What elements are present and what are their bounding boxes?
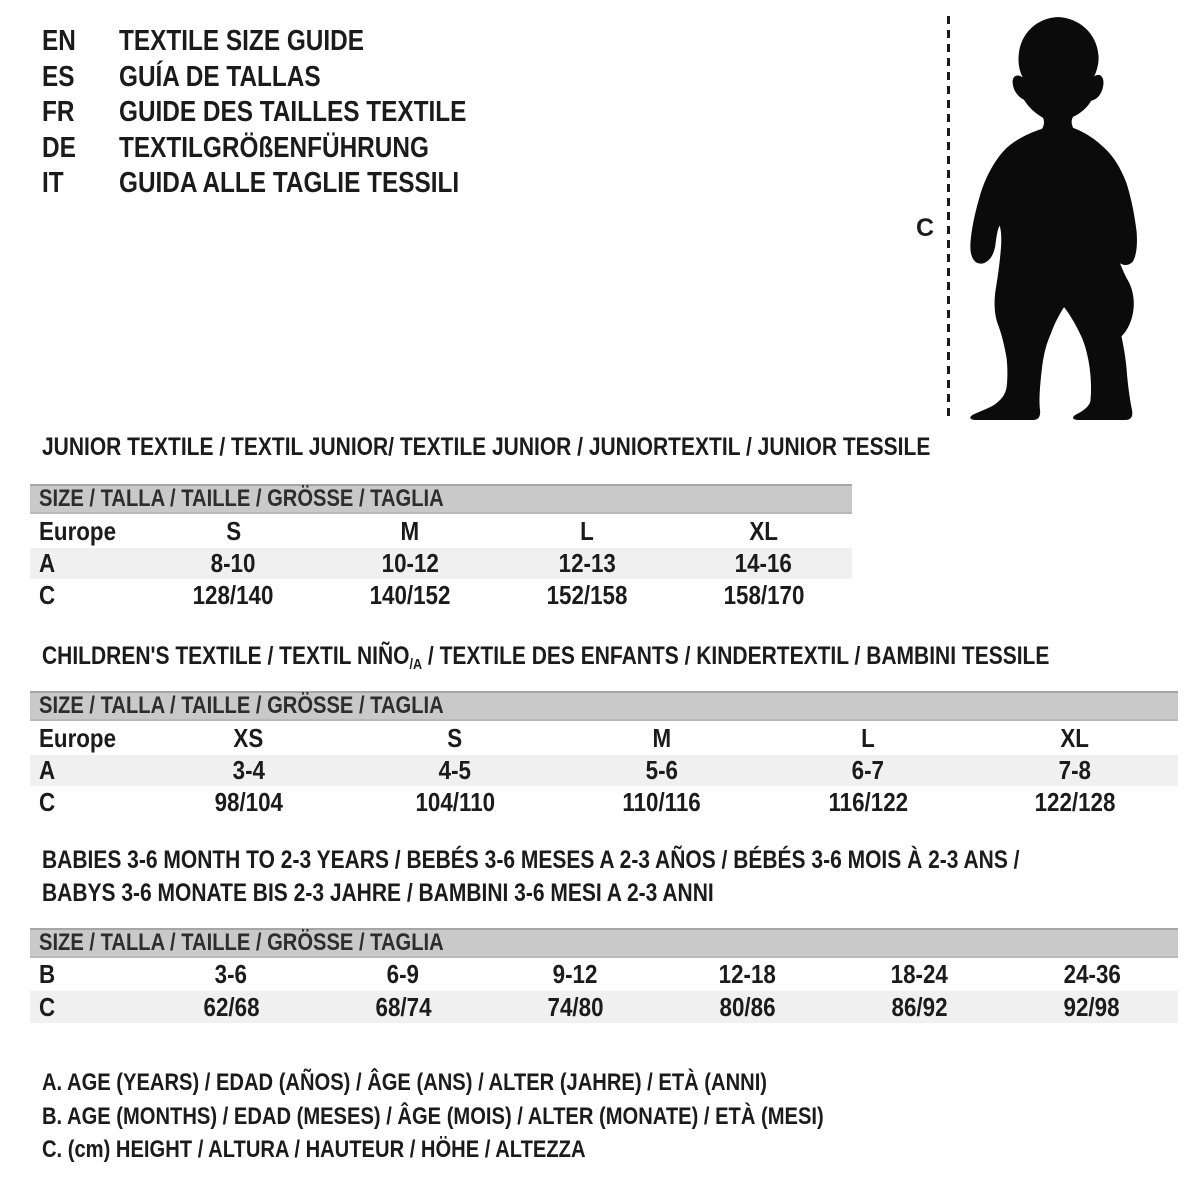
table-header-row: [30, 514, 852, 548]
value-cell: 68/74: [375, 991, 432, 1022]
language-code: DE: [42, 131, 76, 164]
value-cell: 10-12: [381, 548, 439, 578]
value-cell: 3-6: [214, 959, 248, 989]
children-section-title-text: CHILDREN'S TEXTILE / TEXTIL $NIÑO_{/A}$ / TEXTILE DES ENFANTS / KINDERTEXTIL / BAMBINI TESSILE: [42, 642, 1050, 673]
guide-title-it: GUIDA ALLE TAGLIE TESSILI: [119, 167, 460, 200]
height-measure-label: C: [916, 214, 935, 242]
value-cell: 158/170: [723, 579, 805, 610]
babies-size-table: [30, 928, 1178, 1023]
value-cell: 12-18: [718, 959, 777, 989]
toddler-silhouette-icon: [962, 14, 1144, 422]
value-cell: 128/140: [192, 579, 274, 610]
value-cell: 122/128: [1034, 786, 1116, 817]
language-code: FR: [42, 96, 75, 129]
babies-title-line1: BABIES 3-6 MONTH TO 2-3 YEARS / BEBÉS 3-6 MESES A 2-3 AÑOS / BÉBÉS 3-6 MOIS À 2-3 ANS /: [42, 846, 1020, 874]
value-cell: 86/92: [891, 991, 948, 1022]
children-section-title: [42, 640, 1200, 681]
value-cell: 152/158: [546, 579, 628, 610]
babies-section-title: [42, 844, 1200, 910]
size-header-label: SIZE / TALLA / TAILLE / GRÖSSE / TAGLIA: [39, 692, 444, 719]
table-row-height: [30, 786, 1178, 818]
value-cell: 9-12: [553, 959, 598, 989]
region-header-cell: Europe: [39, 722, 117, 753]
value-cell: 110/116: [622, 786, 701, 817]
size-header-label: SIZE / TALLA / TAILLE / GRÖSSE / TAGLIA: [39, 929, 444, 956]
language-code: EN: [42, 25, 76, 58]
junior-section-title: [42, 431, 1100, 464]
row-label-cell: A: [39, 755, 56, 785]
value-cell: 14-16: [735, 548, 793, 578]
junior-section-title-text: JUNIOR TEXTILE / TEXTIL JUNIOR/ TEXTILE JUNIOR / JUNIORTEXTIL / JUNIOR TESSILE: [42, 433, 931, 461]
guide-title-fr: GUIDE DES TAILLES TEXTILE: [119, 96, 467, 129]
language-row-de: [42, 131, 533, 167]
table-row-age: [30, 755, 1178, 786]
children-table: [30, 721, 1178, 818]
row-label-cell: A: [39, 548, 56, 578]
footnote-age-years: A. AGE (YEARS) / EDAD (AÑOS) / ÂGE (ANS) / ALTER (JAHRE) / ETÀ (ANNI): [42, 1069, 768, 1096]
language-row-en: [42, 24, 533, 60]
children-size-header-bar: [30, 691, 1178, 721]
babies-title-line2: BABYS 3-6 MONATE BIS 2-3 JAHRE / BAMBINI 3-6 MESI A 2-3 ANNI: [42, 879, 714, 907]
value-cell: 62/68: [203, 991, 260, 1022]
size-header-cell: S: [447, 722, 463, 753]
size-header-cell: XL: [1060, 722, 1089, 753]
value-cell: 6-9: [387, 959, 420, 989]
table-row-months: [30, 958, 1178, 991]
row-label-cell: C: [39, 786, 56, 817]
row-label-cell: C: [39, 991, 56, 1022]
size-header-cell: L: [580, 515, 594, 546]
language-code: ES: [42, 60, 75, 93]
language-code: IT: [42, 167, 64, 200]
value-cell: 104/110: [415, 786, 495, 817]
value-cell: 24-36: [1063, 959, 1121, 989]
language-row-it: [42, 166, 533, 202]
footnote-age-months: B. AGE (MONTHS) / EDAD (MESES) / ÂGE (MOIS) / ALTER (MONATE) / ETÀ (MESI): [42, 1102, 824, 1130]
value-cell: 74/80: [547, 991, 604, 1022]
value-cell: 80/86: [719, 991, 776, 1022]
guide-title-de: TEXTILGRÖßENFÜHRUNG: [119, 131, 429, 164]
value-cell: 8-10: [210, 548, 256, 578]
language-row-fr: [42, 95, 533, 131]
value-cell: 116/122: [828, 786, 908, 817]
nino-a-subscript: /A: [409, 656, 423, 673]
table-row-height: [30, 579, 852, 611]
junior-table: [30, 514, 852, 611]
value-cell: 18-24: [891, 959, 949, 989]
children-size-table: [30, 691, 1178, 818]
height-measure-dashed-line: [947, 16, 950, 418]
footnote-height-cm: C. (cm) HEIGHT / ALTURA / HAUTEUR / HÖHE / ALTEZZA: [42, 1136, 586, 1163]
size-header-cell: M: [400, 515, 420, 546]
size-header-cell: XL: [749, 515, 778, 546]
language-row-es: [42, 60, 533, 96]
value-cell: 5-6: [645, 755, 678, 785]
size-header-cell: XS: [233, 722, 264, 753]
value-cell: 7-8: [1058, 755, 1091, 785]
row-label-cell: B: [39, 959, 56, 989]
size-header-label: SIZE / TALLA / TAILLE / GRÖSSE / TAGLIA: [39, 485, 444, 512]
region-header-cell: Europe: [39, 515, 117, 546]
value-cell: 4-5: [438, 755, 472, 785]
value-cell: 12-13: [558, 548, 616, 578]
value-cell: 6-7: [851, 755, 885, 785]
value-cell: 140/152: [369, 579, 451, 610]
junior-size-header-bar: [30, 484, 852, 514]
size-header-cell: L: [861, 722, 875, 753]
size-header-cell: M: [652, 722, 671, 753]
guide-title-en: TEXTILE SIZE GUIDE: [119, 25, 364, 58]
babies-size-header-bar: [30, 928, 1178, 958]
junior-size-table: [30, 484, 852, 611]
footnotes: [42, 1066, 973, 1167]
table-row-height: [30, 991, 1178, 1023]
value-cell: 98/104: [214, 786, 283, 817]
size-header-cell: S: [225, 515, 241, 546]
babies-table: [30, 958, 1178, 1023]
guide-title-es: GUÍA DE TALLAS: [119, 60, 321, 93]
value-cell: 3-4: [232, 755, 265, 785]
table-header-row: [30, 721, 1178, 755]
value-cell: 92/98: [1063, 991, 1120, 1022]
row-label-cell: C: [39, 579, 56, 610]
language-list: [42, 24, 533, 202]
table-row-age: [30, 548, 852, 579]
